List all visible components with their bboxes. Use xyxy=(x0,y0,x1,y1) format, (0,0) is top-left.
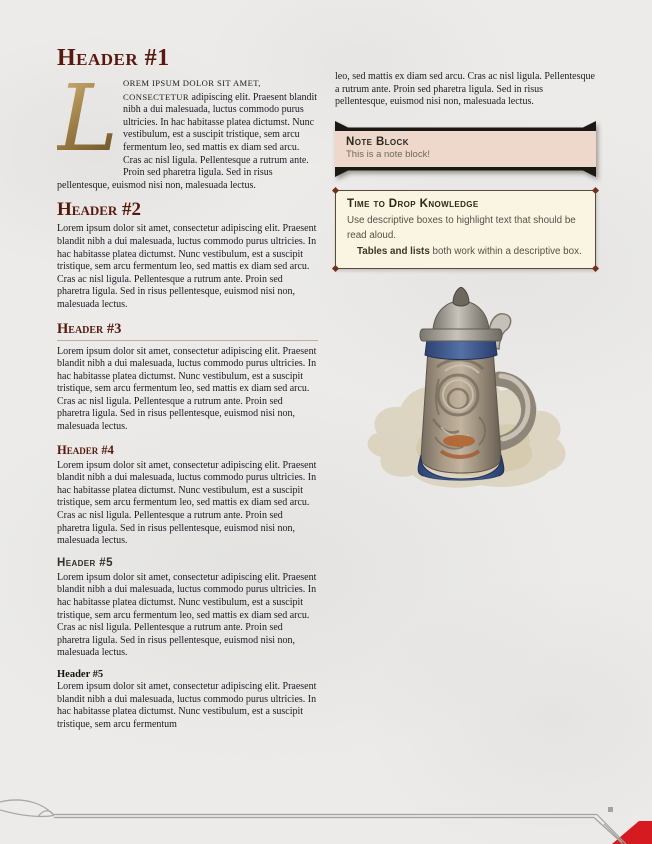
stein-lid-rim xyxy=(420,329,502,341)
header-3: Header #3 xyxy=(57,321,318,341)
paragraph: Lorem ipsum dolor sit amet, consectetur adipiscing elit. Praesent blandit nibh a dui malesuada, luctus commodo purus ultricies. In hac habitasse platea dictumst. Nunc vestibulum, est a suscipit tristique, sem arcu fermentum leo, sed mattis ex diam sed arcu. Cras ac nisl ligula. Pellentesque a rutrum ante. Proin sed pharetra ligula. Sed in risus pellentesque, euismod nisi non, malesuada lectus. xyxy=(57,223,317,310)
two-column-layout xyxy=(57,45,597,740)
note-text: This is a note block! xyxy=(346,148,430,160)
corner-dot-icon xyxy=(332,187,339,194)
descriptive-paragraph: Use descriptive boxes to highlight text that should be read aloud. xyxy=(347,214,576,241)
footer-rule xyxy=(54,815,626,844)
footer-dot xyxy=(608,807,613,812)
intro-lead-smallcaps: OREM IPSUM DOLOR SIT AMET, CONSECTETUR xyxy=(123,78,261,102)
left-column xyxy=(57,45,318,740)
page-footer-decoration xyxy=(0,796,652,844)
stein-body xyxy=(421,349,501,473)
footer-red-accent xyxy=(612,821,652,844)
header-5: Header #5 xyxy=(57,556,113,569)
corner-dot-icon xyxy=(592,265,599,272)
corner-dot-icon xyxy=(332,265,339,272)
note-block xyxy=(335,121,596,177)
right-column xyxy=(335,45,596,740)
descriptive-paragraph-2 xyxy=(347,244,584,259)
stein-orange-accent xyxy=(443,435,475,447)
header-4: Header #4 xyxy=(57,442,114,457)
footer-flourish-icon xyxy=(0,800,54,817)
intro-paragraph xyxy=(57,65,318,192)
intro-body: adipiscing elit. Praesent blandit nibh a dui malesuada, luctus commodo purus ultricies. In hac habitasse platea dictumst. Nunc vestibulum, est a suscipit tristique, sem arcu fermentum leo, sed mattis ex diam sed arcu. Cras ac nisl ligula. Pellentesque a rutrum ante. Proin sed pharetra ligula. Sed in risus pellentesque, euismod nisi non, malesuada lectus. xyxy=(57,91,318,191)
note-bar-bottom-icon xyxy=(335,167,596,177)
descriptive-bold-lead: Tables and lists xyxy=(357,245,430,257)
descriptive-box xyxy=(335,190,596,269)
descriptive-paragraph-2-rest: both work within a descriptive box. xyxy=(429,245,582,257)
paragraph: Lorem ipsum dolor sit amet, consectetur adipiscing elit. Praesent blandit nibh a dui malesuada, luctus commodo purus ultricies. In hac habitasse platea dictumst. Nunc vestibulum, est a suscipit tristique, sem arcu fermentum leo, sed mattis ex diam sed arcu. Cras ac nisl ligula. Pellentesque a rutrum ante. Proin sed pharetra ligula. Sed in risus pellentesque, euismod nisi non, malesuada lectus. xyxy=(57,571,317,659)
stein-finial xyxy=(453,287,469,306)
note-body xyxy=(335,131,596,167)
paragraph: Lorem ipsum dolor sit amet, consectetur adipiscing elit. Praesent blandit nibh a dui malesuada, luctus commodo purus ultricies. In hac habitasse platea dictumst. Nunc vestibulum, est a suscipit tristique, sem arcu fermentum leo, sed mattis ex diam sed arcu. Cras ac nisl ligula. Pellentesque a rutrum ante. Proin sed pharetra ligula. Sed in risus pellentesque, euismod nisi non, malesuada lectus. xyxy=(57,459,317,547)
note-bar-top-icon xyxy=(335,121,596,131)
paragraph: Lorem ipsum dolor sit amet, consectetur adipiscing elit. Praesent blandit nibh a dui malesuada, luctus commodo purus ultricies. In hac habitasse platea dictumst. Nunc vestibulum, est a suscipit tristique, sem arcu fermentum leo, sed mattis ex diam sed arcu. Cras ac nisl ligula. Pellentesque a rutrum ante. Proin sed pharetra ligula. Sed in risus pellentesque, euismod nisi non, malesuada lectus. xyxy=(57,345,317,433)
header-2: Header #2 xyxy=(57,199,142,221)
truncated-paragraph: Lorem ipsum dolor sit amet, consectetur adipiscing elit. Praesent blandit nibh a dui malesuada, luctus commodo purus ultricies. In hac habitasse platea dictumst. Nunc vestibulum, est a suscipit tristique, sem arcu fermentum xyxy=(57,680,317,730)
header-1: Header #1 xyxy=(57,45,170,71)
continuation-paragraph: leo, sed mattis ex diam sed arcu. Cras ac nisl ligula. Pellentesque a rutrum ante. Proin sed pharetra ligula. Sed in risus pellentesque, euismod nisi non, malesuada lectus. xyxy=(335,71,595,108)
descriptive-title: Time to Drop Knowledge xyxy=(347,197,479,210)
drop-cap-letter: L xyxy=(57,65,119,172)
header-6: Header #5 xyxy=(57,668,104,680)
corner-dot-icon xyxy=(592,187,599,194)
note-title: Note Block xyxy=(346,135,409,148)
stein-top-band xyxy=(425,339,497,360)
beer-stein-illustration xyxy=(341,287,581,492)
